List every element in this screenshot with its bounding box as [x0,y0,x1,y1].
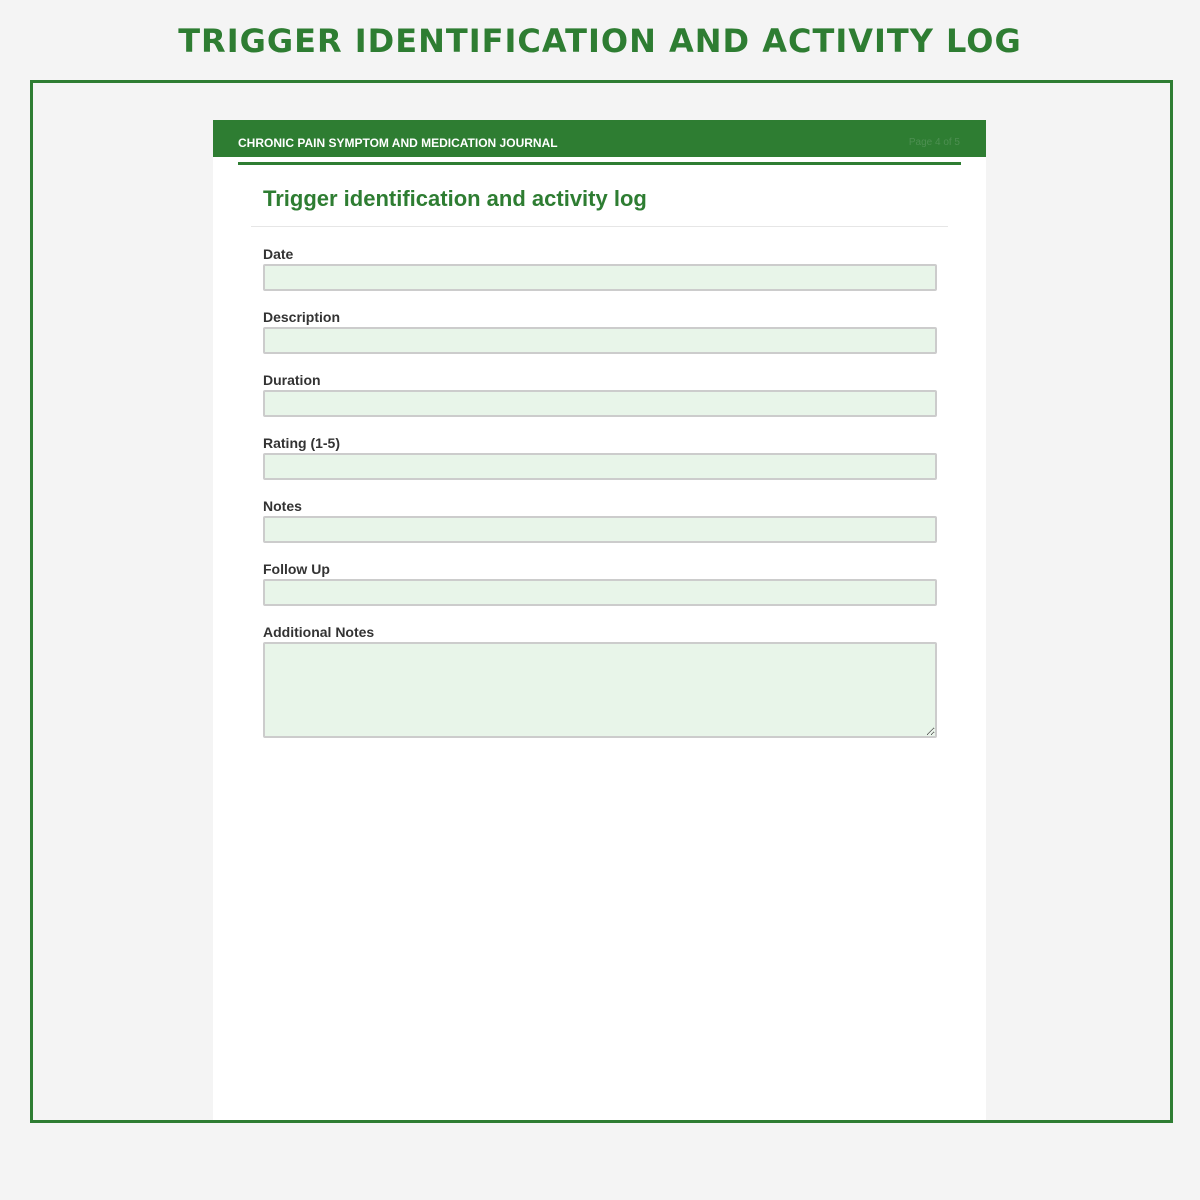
description-field[interactable] [263,327,937,354]
notes-field[interactable] [263,516,937,543]
journal-title: CHRONIC PAIN SYMPTOM AND MEDICATION JOURNAL [238,136,558,150]
follow-up-label: Follow Up [263,561,330,577]
page-indicator: Page 4 of 5 [908,137,960,148]
description-label: Description [263,309,341,325]
header-divider [238,162,961,165]
page-heading: TRIGGER IDENTIFICATION AND ACTIVITY LOG [178,22,1022,60]
field-description [263,307,937,354]
section-divider [251,226,948,227]
journal-sheet [213,120,986,1120]
sheet-header-bar [213,120,986,157]
additional-notes-label: Additional Notes [263,624,375,640]
field-date [263,244,937,291]
date-field[interactable] [263,264,937,291]
field-duration [263,370,937,417]
duration-label: Duration [263,372,321,388]
field-notes [263,496,937,543]
rating-label: Rating (1-5) [263,435,340,451]
date-label: Date [263,246,294,262]
notes-label: Notes [263,498,302,514]
follow-up-field[interactable] [263,579,937,606]
section-title: Trigger identification and activity log [263,186,647,211]
field-additional-notes [263,622,937,738]
document-frame [30,80,1173,1123]
log-form [263,244,937,754]
field-follow-up [263,559,937,606]
field-rating [263,433,937,480]
additional-notes-field[interactable] [263,642,937,738]
rating-field[interactable] [263,453,937,480]
duration-field[interactable] [263,390,937,417]
